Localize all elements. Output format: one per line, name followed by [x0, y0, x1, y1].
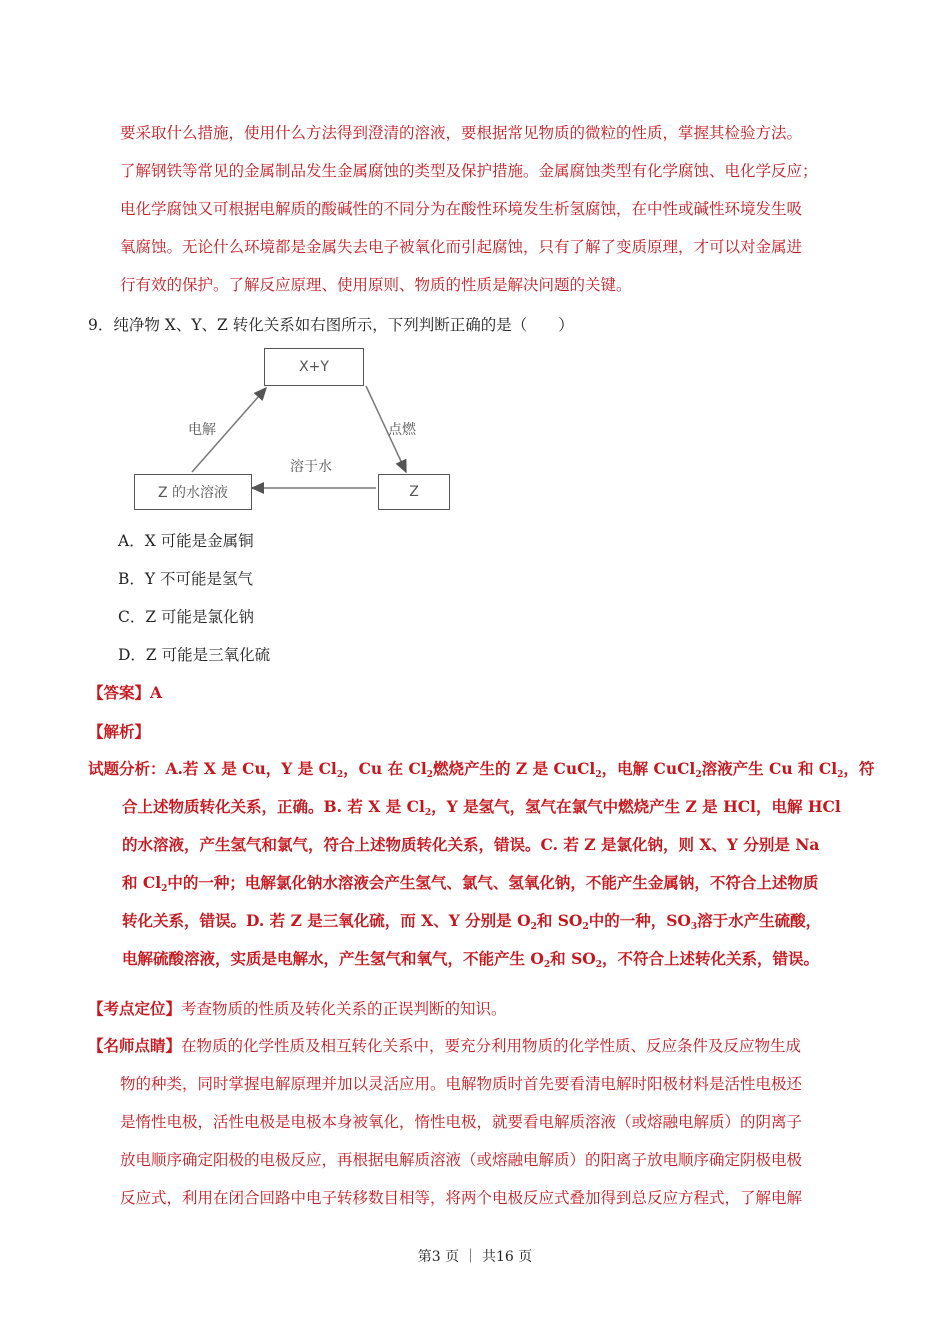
option-b: B．Y 不可能是氢气	[118, 570, 254, 588]
analysis-line: 的水溶液，产生氢气和氯气，符合上述物质转化关系，错误。C. 若 Z 是氯化钠，则 X、Y 分别是 Na	[122, 835, 820, 854]
analysis-line: 和 $Cl_2$中的一种；电解氯化钠水溶液会产生氢气、氯气、氢氧化钠，不能产生金属钠，不符合上述物质	[122, 873, 819, 894]
kaodian-label: 【考点定位】	[88, 999, 182, 1018]
option-d: D．Z 可能是三氧化硫	[118, 646, 271, 664]
answer-row	[88, 681, 162, 703]
mingshi-line: 是惰性电极，活性电极是电极本身被氧化，惰性电极，就要看电解质溶液（或熔融电解质）的阴离子	[120, 1113, 803, 1131]
mingshi-label: 【名师点睛】	[88, 1036, 182, 1055]
question-text: 9．纯净物 X、Y、Z 转化关系如右图所示，下列判断正确的是（ ）	[88, 316, 574, 334]
kaodian-row	[88, 997, 507, 1019]
analysis-line: 试题分析：A.若 X 是 Cu，Y 是 $Cl_2$，Cu 在 $Cl_2$燃烧产生的 Z 是 CuCl$_2$，电解 CuCl$_2$溶液产生 Cu 和 $Cl_2$，符	[88, 759, 875, 780]
conversion-diagram	[130, 342, 460, 518]
box-x-plus-y: X+Y	[264, 348, 364, 386]
mingshi-section	[88, 1027, 868, 1217]
analysis-line: 电解硫酸溶液，实质是电解水，产生氢气和氧气，不能产生 $O_2$和 $SO_2$，不符合上述转化关系，错误。	[122, 949, 820, 970]
intro-line: 要采取什么措施，使用什么方法得到澄清的溶液，要根据常见物质的微粒的性质，掌握其检验方法。	[120, 124, 803, 142]
mingshi-line: 物的种类，同时掌握电解原理并加以灵活应用。电解物质时首先要看清电解时阳极材料是活性电极还	[120, 1075, 803, 1093]
mingshi-line: 放电顺序确定阳极的电极反应，再根据电解质溶液（或熔融电解质）的阳离子放电顺序确定阴极电极	[120, 1151, 803, 1169]
box-z-solution: Z 的水溶液	[134, 474, 252, 510]
analysis-line: 转化关系，错误。D. 若 Z 是三氧化硫，而 X、Y 分别是 $O_2$和 $SO_2$中的一种，$SO_3$溶于水产生硫酸，	[122, 911, 822, 932]
kaodian-text: 考查物质的性质及转化关系的正误判断的知识。	[181, 1000, 507, 1018]
intro-paragraph	[120, 114, 870, 304]
page-footer: 第3 页 ｜ 共16 页	[417, 1249, 533, 1265]
analysis-body	[88, 750, 875, 978]
mingshi-line: 反应式，利用在闭合回路中电子转移数目相等，将两个电极反应式叠加得到总反应方程式，了解电解	[120, 1189, 803, 1207]
label-dissolve: 溶于水	[290, 459, 332, 475]
box-z: Z	[378, 474, 450, 510]
label-electrolysis: 电解	[188, 422, 216, 438]
analysis-line: 合上述物质转化关系，正确。B. 若 X 是 $Cl_2$，Y 是氢气，氢气在氯气中燃烧产生 Z 是 HCl，电解 HCl	[122, 797, 841, 818]
answer-label: 【答案】	[88, 683, 151, 702]
option-c: C．Z 可能是氯化钠	[118, 608, 255, 626]
mingshi-first-line: 【名师点睛】在物质的化学性质及相互转化关系中，要充分利用物质的化学性质、反应条件及反应物生成	[88, 1036, 802, 1055]
analysis-label-row	[88, 720, 150, 742]
intro-line: 了解钢铁等常见的金属制品发生金属腐蚀的类型及保护措施。金属腐蚀类型有化学腐蚀、电化学反应；	[120, 162, 818, 180]
answer-value: A	[150, 683, 163, 702]
intro-line: 电化学腐蚀又可根据电解质的酸碱性的不同分为在酸性环境发生析氢腐蚀，在中性或碱性环境发生吸	[120, 200, 803, 218]
intro-line: 氧腐蚀。无论什么环境都是金属失去电子被氧化而引起腐蚀，只有了解了变质原理，才可以对金属进	[120, 238, 803, 256]
intro-line: 行有效的保护。了解反应原理、使用原则、物质的性质是解决问题的关键。	[120, 276, 632, 294]
label-ignite: 点燃	[388, 422, 416, 438]
analysis-label: 【解析】	[88, 722, 151, 741]
option-a: A．X 可能是金属铜	[118, 532, 254, 550]
